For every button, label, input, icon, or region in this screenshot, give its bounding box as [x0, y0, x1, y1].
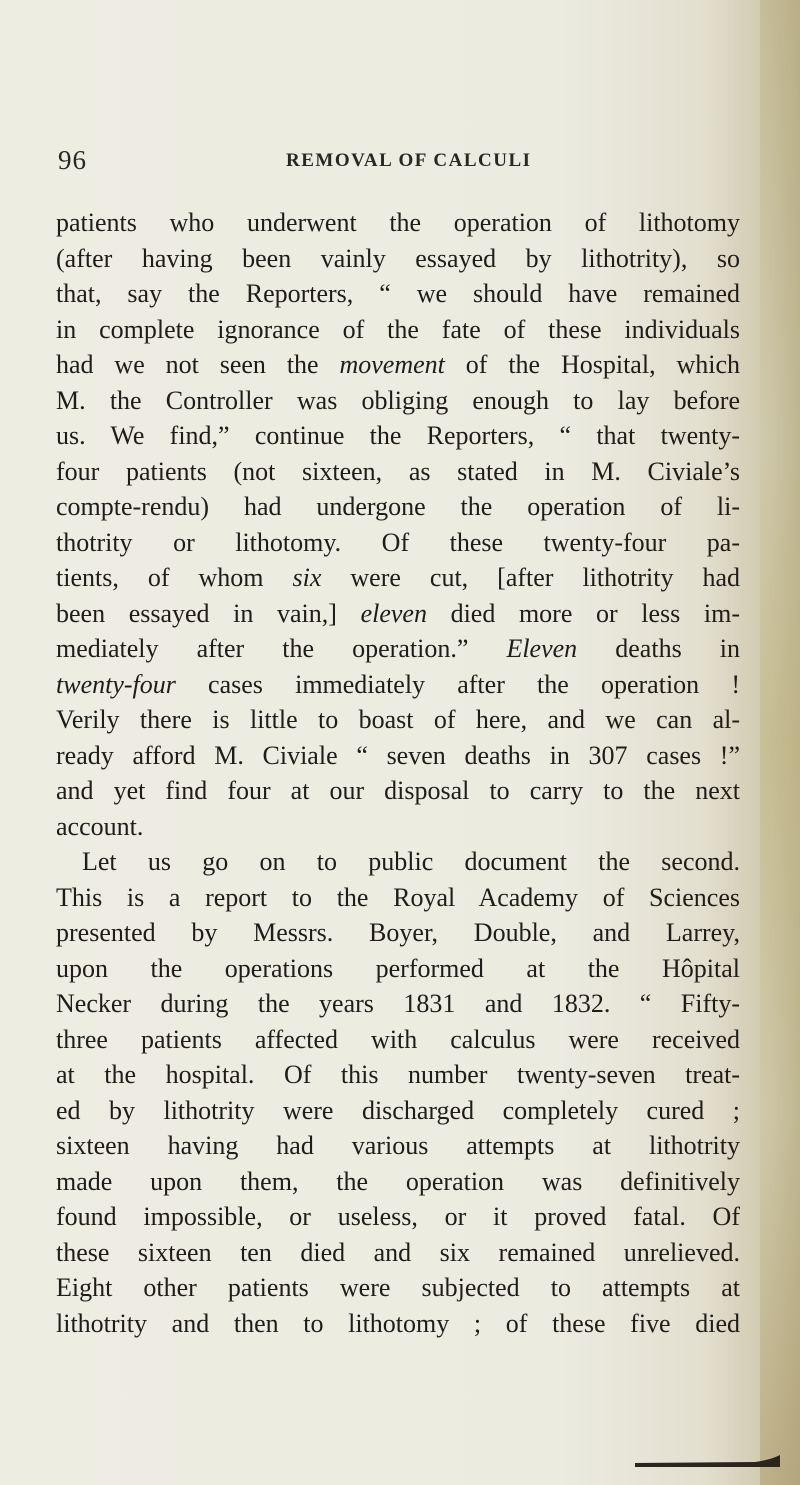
text-line: This is a report to the Royal Academy of Sciences [56, 882, 740, 912]
text-line: presented by Messrs. Boyer, Double, and Larrey, [56, 918, 740, 947]
page-number: 96 [58, 145, 87, 175]
text-line: upon the operations performed at the Hôpital [56, 953, 740, 983]
text-line: found impossible, or useless, or it proved fatal. Of [56, 1202, 740, 1231]
text-line: account. [56, 811, 144, 841]
text-line: Let us go on to public document the second. [82, 847, 740, 876]
italic-word: twenty-four [56, 669, 176, 699]
text-line: us. We find,” continue the Reporters, “ that twenty- [56, 421, 740, 450]
text-line: four patients (not sixteen, as stated in M. Civiale’s [56, 456, 740, 486]
text-line: ed by lithotrity were discharged completely cured ; [56, 1095, 740, 1125]
italic-word: Eleven [506, 634, 578, 663]
text-line: lithotrity and then to lithotomy ; of these five died [56, 1308, 740, 1338]
italic-word: six [292, 563, 322, 592]
text-line: (after having been vainly essayed by lithotrity), so [56, 243, 740, 273]
text-line: made upon them, the operation was definitively [56, 1166, 740, 1196]
text-line: M. the Controller was obliging enough to lay before [56, 385, 740, 415]
text-line: Eight other patients were subjected to attempts at [56, 1273, 740, 1302]
text-line: and yet find four at our disposal to carry to the next [56, 776, 740, 805]
text-line: mediately after the operation.” Eleven deaths in [56, 634, 740, 663]
text-line: patients who underwent the operation of lithotomy [56, 208, 740, 237]
text-line: twenty-four cases immediately after the operation ! [56, 669, 740, 699]
text-line: tients, of whom six were cut, [after lithotrity had [56, 563, 740, 592]
text-line: at the hospital. Of this number twenty-seven treat- [56, 1060, 740, 1089]
page-corner-mark [635, 1455, 780, 1467]
text-line: had we not seen the movement of the Hospital, which [56, 350, 740, 379]
page-header [58, 145, 758, 177]
italic-word: movement [339, 350, 445, 379]
text-line: ready afford M. Civiale “ seven deaths in 307 cases !” [56, 740, 740, 770]
running-head: REMOVAL OF CALCULI [286, 150, 532, 171]
text-line: been essayed in vain,] eleven died more or less im- [56, 598, 740, 628]
italic-word: eleven [360, 598, 427, 628]
text-line: sixteen having had various attempts at lithotrity [56, 1131, 740, 1160]
text-line: Necker during the years 1831 and 1832. “ Fifty- [56, 989, 740, 1018]
text-line: in complete ignorance of the fate of these individuals [56, 314, 740, 344]
text-line: three patients affected with calculus were received [56, 1024, 740, 1054]
text-line: compte-rendu) had undergone the operation of li- [56, 492, 740, 521]
text-line: these sixteen ten died and six remained unrelieved. [56, 1237, 740, 1267]
page-edge-stain [760, 0, 800, 1485]
body-text [56, 205, 740, 1341]
text-line: thotrity or lithotomy. Of these twenty-four pa- [56, 527, 740, 557]
text-line: Verily there is little to boast of here, and we can al- [56, 705, 740, 734]
text-line: that, say the Reporters, “ we should have remained [56, 279, 740, 308]
